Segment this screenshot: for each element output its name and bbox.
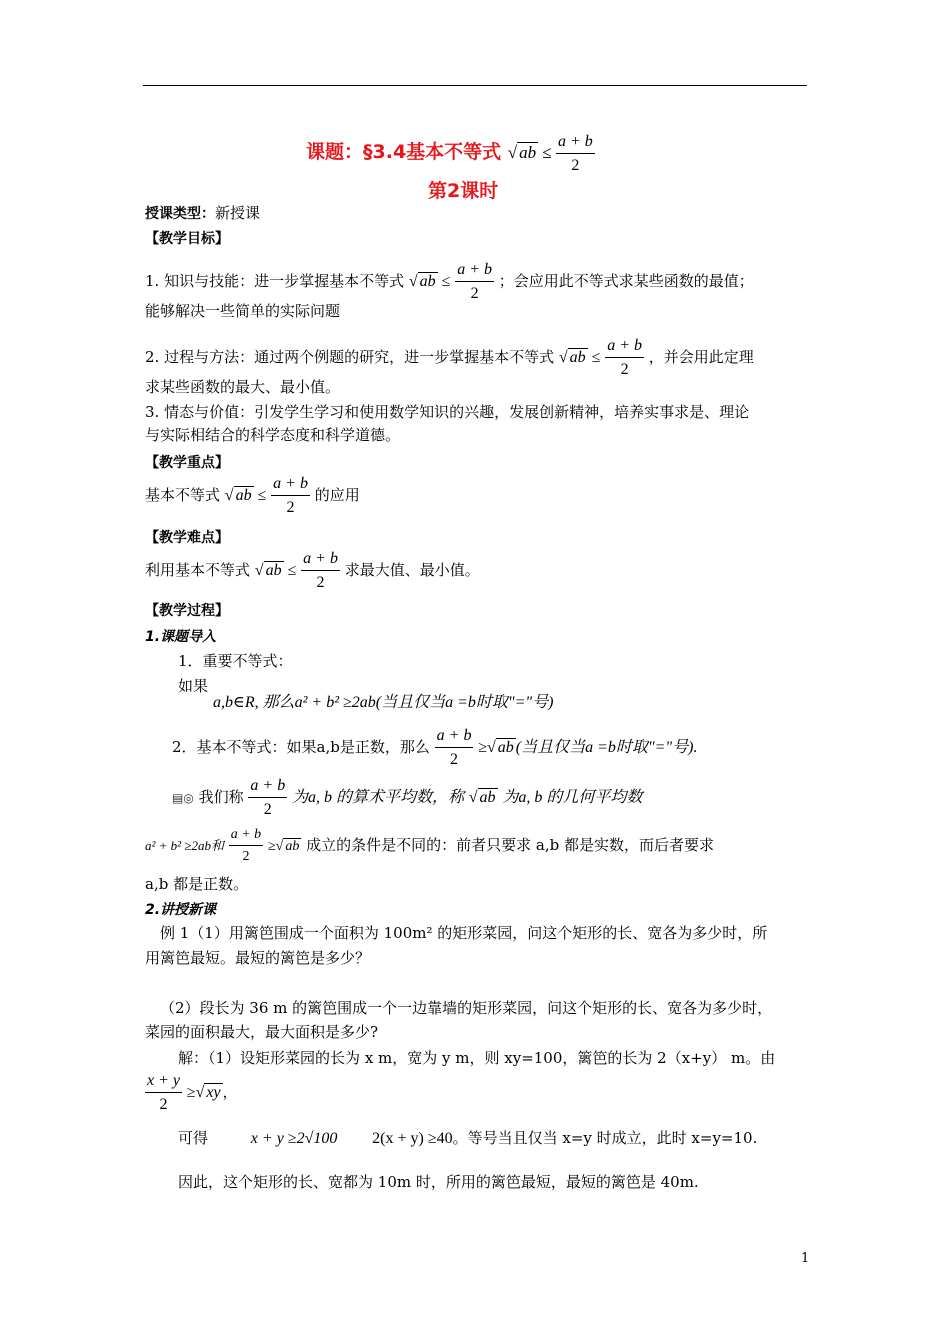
step-1-heading: 1.课题导入	[145, 629, 217, 645]
mean-definition: ▤◎ 我们称 $\frac{a + b}{2}$ 为a, b 的算术平均数，称 √ ab 为a, b 的几何平均数	[172, 777, 643, 818]
header-rule	[143, 85, 807, 86]
lesson-number: 第2课时	[428, 180, 499, 202]
key-point: 基本不等式 √ ab ≤ $\frac{a + b}{2}$ 的应用	[145, 475, 360, 516]
process-header: 【教学过程】	[145, 603, 229, 619]
goal-3-line-2: 与实际相结合的科学态度和科学道德。	[145, 426, 401, 444]
goal-3-line-1: 3. 情态与价值：引发学生学习和使用数学知识的兴趣，发展创新精神，培养实事求是、理论	[145, 403, 750, 421]
ineq-1-formula: a,b∈R, 那么a² + b² ≥2ab(当且仅当a =b时取"="号)	[213, 694, 554, 711]
example-2-line-1: （2）段长为 36 m 的篱笆围成一个一边靠墙的矩形菜园，问这个矩形的长、宽各为多少时，	[160, 999, 773, 1017]
goals-header: 【教学目标】	[145, 231, 229, 247]
page-number: 1	[801, 1251, 810, 1266]
example-1-line-2: 用篱笆最短。最短的篱笆是多少？	[145, 949, 371, 967]
condition-line-1: a² + b² ≥2ab和 $\frac{a + b}{2}$ ≥√ ab 成立的条件是不同的：前者只要求 a,b 都是实数，而后者要求	[145, 827, 714, 864]
solution-line-3: 可得 x + y ≥2√100 2(x + y) ≥40。等号当且仅当 x=y 时成立，此时 x=y=10.	[178, 1129, 758, 1147]
example-1-line-1: 例 1（1）用篱笆围成一个面积为 100m² 的矩形菜园，问这个矩形的长、宽各为多少时，所	[160, 924, 768, 942]
goal-1-line-1: 1. 知识与技能：进一步掌握基本不等式 √ ab ≤ $\frac{a + b}{2}$ ；会应用此不等式求某些函数的最值；	[145, 261, 754, 302]
example-2-line-2: 菜园的面积最大，最大面积是多少?	[145, 1023, 379, 1041]
difficulty-point: 利用基本不等式 √ ab ≤ $\frac{a + b}{2}$ 求最大值、最小值。	[145, 550, 480, 591]
goal-2-line-1: 2. 过程与方法：通过两个例题的研究，进一步掌握基本不等式 √ ab ≤ $\frac{a + b}{2}$ ，并会用此定理	[145, 337, 754, 378]
title-formula: √ ab ≤ $\frac{a + b}{2}$	[507, 133, 593, 174]
solution-conclusion: 因此，这个矩形的长、宽都为 10m 时，所用的篱笆最短，最短的篱笆是 40m.	[178, 1173, 699, 1191]
page-title	[306, 134, 595, 174]
ineq-2: 2．基本不等式：如果a,b是正数，那么 $\frac{a + b}{2}$ ≥√ ab (当且仅当a =b时取"="号).	[172, 727, 698, 768]
lesson-type: 授课类型：新授课	[145, 204, 261, 222]
title-text: 课题：§3.4基本不等式	[306, 140, 502, 163]
step-2-heading: 2.讲授新课	[145, 902, 217, 918]
solution-line-1: 解：（1）设矩形菜园的长为 x m，宽为 y m，则 xy=100，篱笆的长为 2（x+y） m。由	[178, 1049, 776, 1067]
goal-1-line-2: 能够解决一些简单的实际问题	[145, 302, 341, 320]
key-header: 【教学重点】	[145, 455, 229, 471]
solution-line-2: $\frac{x + y}{2}$ ≥√ xy ，	[147, 1072, 238, 1113]
goal-2-line-2: 求某些函数的最大、最小值。	[145, 378, 341, 396]
ineq-1-if: 如果	[178, 677, 209, 695]
scan-artifact-icon: ▤◎	[172, 791, 194, 805]
condition-line-2: a,b 都是正数。	[145, 875, 249, 893]
ineq-1-label: 1．重要不等式：	[178, 652, 293, 670]
difficulty-header: 【教学难点】	[145, 530, 229, 546]
